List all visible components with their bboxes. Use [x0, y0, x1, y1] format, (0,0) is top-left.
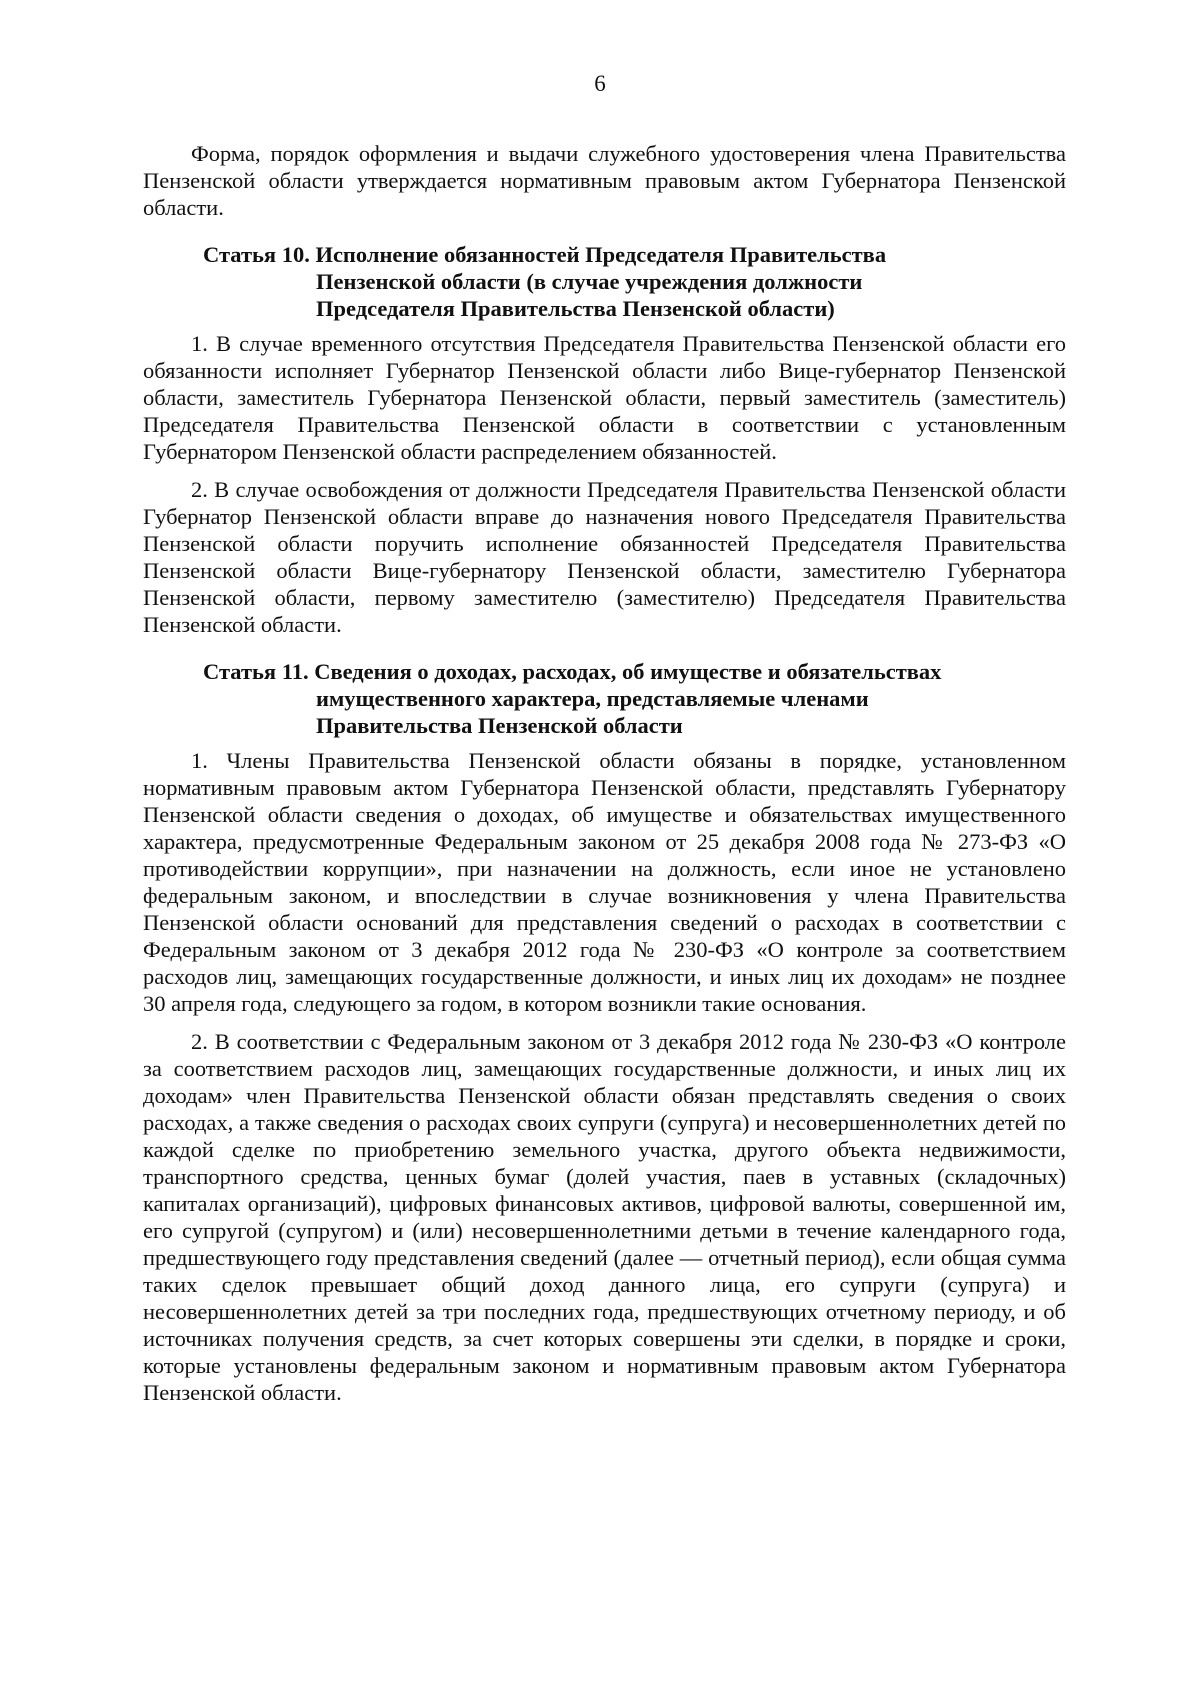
- spacer: [143, 739, 1066, 747]
- document-body: [143, 140, 1066, 1406]
- article-11-paragraph-1: 1. Члены Правительства Пензенской области обязаны в порядке, установленном нормативным правовым актом Губернатора Пензенской области, представлять Губернатору Пензенской области сведения о доходах, об имуществе и обязательствах имущественного характера, предусмотренные Федеральным законом от 25 декабря 2008 года № 273-ФЗ «О противодействии коррупции», при назначении на должность, если иное не установлено федеральным законом, и впоследствии в случае возникновения у члена Правительства Пензенской области оснований для представления сведений о расходах в соответствии с Федеральным законом от 3 декабря 2012 года № 230-ФЗ «О контроле за соответствием расходов лиц, замещающих государственные должности, и иных лиц их доходам» не позднее 30 апреля года, следующего за годом, в котором возникли такие основания.: [143, 748, 1066, 1016]
- article-10-heading: [143, 241, 1066, 322]
- article-11-heading-line-2: имущественного характера, представляемые членами: [316, 686, 869, 711]
- article-10-paragraph-1: 1. В случае временного отсутствия Председателя Правительства Пензенской области его обязанности исполняет Губернатор Пензенской области либо Вице-губернатор Пензенской области, заместитель Губернатора Пензенской области, первый заместитель (заместитель) Председателя Правительства Пензенской области в соответствии с установленным Губернатором Пензенской области распределением обязанностей.: [143, 331, 1066, 464]
- article-11-heading-line-1: Статья 11. Сведения о доходах, расходах, об имуществе и обязательствах: [203, 659, 942, 684]
- article-10-paragraph-2: 2. В случае освобождения от должности Председателя Правительства Пензенской области Губернатор Пензенской области вправе до назначения нового Председателя Правительства Пензенской области поручить исполнение обязанностей Председателя Правительства Пензенской области Вице-губернатору Пензенской области, заместителю Губернатора Пензенской области, первому заместителю (заместителю) Председателя Правительства Пензенской области.: [143, 477, 1066, 637]
- intro-paragraph: Форма, порядок оформления и выдачи служебного удостоверения члена Правительства Пензенской области утверждается нормативным правовым актом Губернатора Пензенской области.: [143, 141, 1066, 220]
- spacer: [143, 638, 1066, 658]
- spacer: [143, 221, 1066, 241]
- spacer: [143, 465, 1066, 476]
- article-11-heading: [143, 658, 1066, 739]
- article-10-heading-line-2: Пензенской области (в случае учреждения должности: [316, 269, 863, 294]
- article-11-heading-line-3: Правительства Пензенской области: [316, 713, 683, 738]
- spacer: [143, 1017, 1066, 1028]
- article-11-paragraph-2: 2. В соответствии с Федеральным законом от 3 декабря 2012 года № 230-ФЗ «О контроле за соответствием расходов лиц, замещающих государственные должности, и иных лиц их доходам» член Правительства Пензенской области обязан представлять сведения о своих расходах, а также сведения о расходах своих супруги (супруга) и несовершеннолетних детей по каждой сделке по приобретению земельного участка, другого объекта недвижимости, транспортного средства, ценных бумаг (долей участия, паев в уставных (складочных) капиталах организаций), цифровых финансовых активов, цифровой валюты, совершенной им, его супругой (супругом) и (или) несовершеннолетними детьми в течение календарного года, предшествующего году представления сведений (далее — отчетный период), если общая сумма таких сделок превышает общий доход данного лица, его супруги (супруга) и несовершеннолетних детей за три последних года, предшествующих отчетному периоду, и об источниках получения средств, за счет которых совершены эти сделки, в порядке и сроки, которые установлены федеральным законом и нормативным правовым актом Губернатора Пензенской области.: [143, 1029, 1066, 1405]
- article-10-heading-line-3: Председателя Правительства Пензенской области): [316, 296, 835, 321]
- page-number: 6: [594, 71, 606, 96]
- spacer: [143, 322, 1066, 330]
- article-10-heading-line-1: Статья 10. Исполнение обязанностей Председателя Правительства: [203, 242, 887, 267]
